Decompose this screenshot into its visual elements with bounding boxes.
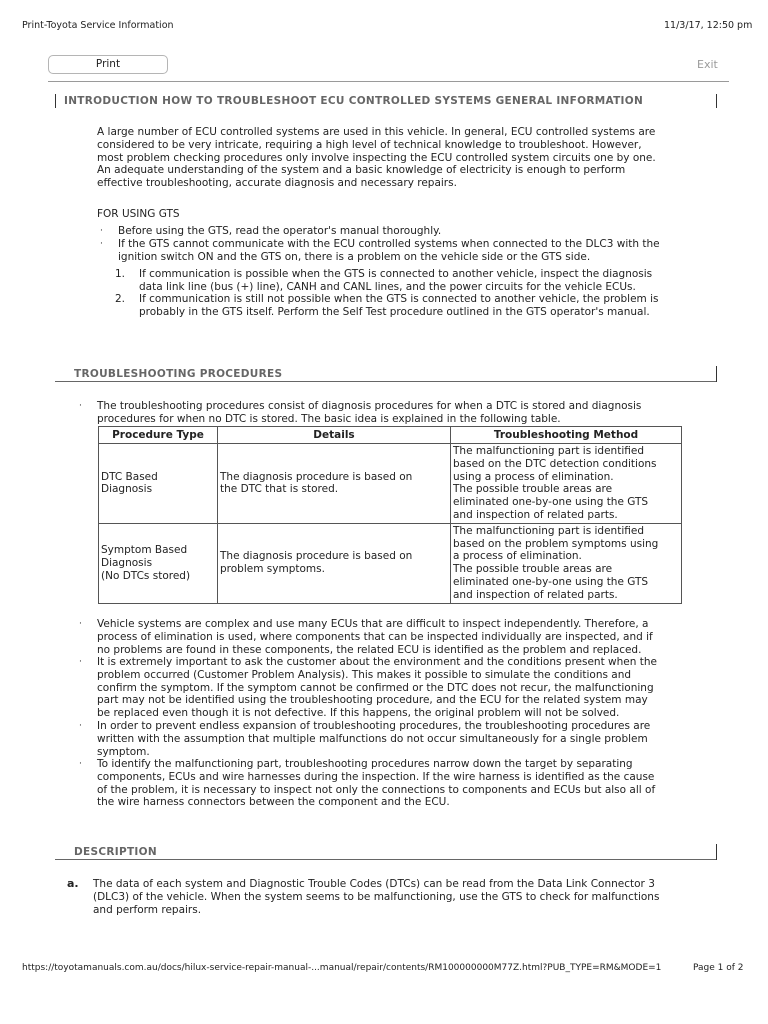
- bullet-text: of the problem, it is necessary to inspect not only the connections to components and ECUs but also all of: [97, 783, 656, 796]
- section-underline: [55, 381, 717, 382]
- cell-line: The malfunctioning part is identified: [453, 445, 644, 457]
- troubleshooting-bullet-2: [79, 656, 717, 720]
- cell-line: The malfunctioning part is identified: [453, 524, 644, 537]
- bullet-text: part may not be identified using the troubleshooting procedure, and the ECU for the related system may: [97, 694, 648, 707]
- bullet-dot: ·: [79, 657, 82, 667]
- cell-line: eliminated one-by-one using the GTS: [453, 575, 649, 588]
- troubleshooting-intro: [79, 400, 717, 426]
- troubleshooting-bullet-1: [79, 618, 717, 656]
- bullet-dot: ·: [79, 721, 82, 731]
- section-right-bar: [716, 844, 717, 860]
- cell-line: based on the problem symptoms using: [453, 537, 659, 550]
- cell-line: (No DTCs stored): [101, 569, 191, 582]
- description-item-label: a.: [67, 877, 79, 890]
- gts-bullet-2: [100, 238, 718, 264]
- item-text: data link line (bus (+) line), CANH and CANL lines, and the power circuits for the vehicle ECUs.: [139, 280, 636, 293]
- header-troubleshooting-method: Troubleshooting Method: [451, 427, 682, 444]
- bullet-text: no problems are found in these components, the related ECU is identified as the problem and replaced.: [97, 643, 642, 656]
- browser-page-title: Print-Toyota Service Information: [22, 20, 174, 31]
- cell-details: [218, 444, 451, 524]
- exit-button[interactable]: Exit: [697, 58, 718, 71]
- bullet-text: process of elimination is used, where components that can be inspected individually are inspected, and if: [97, 630, 653, 643]
- table-row: [99, 523, 682, 603]
- print-button[interactable]: Print: [48, 55, 168, 74]
- cell-procedure-type: [99, 444, 218, 524]
- cell-line: a process of elimination.: [453, 550, 582, 563]
- procedure-table: [98, 426, 682, 604]
- cell-line: DTC Based: [101, 470, 158, 483]
- bullet-text: symptom.: [97, 745, 150, 758]
- browser-page-number: Page 1 of 2: [693, 963, 744, 973]
- bullet-text: The troubleshooting procedures consist of diagnosis procedures for when a DTC is stored and diagnosis: [97, 400, 642, 412]
- intro-line: considered to be very intricate, requiring a high level of technical knowledge to troubleshoot. However,: [97, 138, 642, 151]
- cell-line: and inspection of related parts.: [453, 588, 618, 601]
- item-number: 1.: [115, 268, 126, 280]
- description-line: The data of each system and Diagnostic Trouble Codes (DTCs) can be read from the Data Link Connector 3: [93, 878, 655, 890]
- bullet-dot: ·: [79, 619, 82, 629]
- breadcrumb-left-bar: [55, 94, 56, 108]
- cell-method: [451, 444, 682, 524]
- bullet-text: components, ECUs and wire harnesses during the inspection. If the wire harness is identified as the cause: [97, 770, 655, 783]
- bullet-text: It is extremely important to ask the customer about the environment and the conditions present when the: [97, 656, 657, 668]
- toolbar-divider: [48, 81, 729, 82]
- bullet-text: In order to prevent endless expansion of troubleshooting procedures, the troubleshooting procedures are: [97, 720, 651, 732]
- bullet-text: problem occurred (Customer Problem Analysis). This makes it possible to simulate the conditions and: [97, 668, 632, 681]
- browser-url: https://toyotamanuals.com.au/docs/hilux-service-repair-manual-...manual/repair/contents/RM100000000M77Z.html?PUB_TYPE=RM&MODE=1: [22, 963, 662, 973]
- intro-line: A large number of ECU controlled systems are used in this vehicle. In general, ECU controlled systems are: [97, 126, 656, 138]
- description-line: (DLC3) of the vehicle. When the system seems to be malfunctioning, use the GTS to check for malfunctions: [93, 890, 660, 903]
- cell-line: The diagnosis procedure is based on: [220, 550, 413, 563]
- item-text: probably in the GTS itself. Perform the Self Test procedure outlined in the GTS operator's manual.: [139, 305, 650, 318]
- bullet-text: confirm the symptom. If the symptom cannot be confirmed or the DTC does not recur, the malfunctioning: [97, 681, 654, 694]
- cell-line: Diagnosis: [101, 483, 153, 496]
- item-number: 2.: [115, 293, 126, 305]
- cell-line: based on the DTC detection conditions: [453, 457, 657, 470]
- gts-bullet-1: [100, 225, 718, 238]
- section-underline: [55, 859, 717, 860]
- intro-line: An adequate understanding of the system and a basic knowledge of electricity is enough to perform: [97, 164, 626, 177]
- bullet-text: To identify the malfunctioning part, troubleshooting procedures narrow down the target by separating: [97, 758, 633, 770]
- table-row: [99, 444, 682, 524]
- bullet-text: Before using the GTS, read the operator's manual thoroughly.: [118, 225, 442, 237]
- cell-procedure-type: [99, 523, 218, 603]
- bullet-text: If the GTS cannot communicate with the ECU controlled systems when connected to the DLC3 with the: [118, 238, 660, 250]
- section-right-bar: [716, 366, 717, 382]
- header-procedure-type: Procedure Type: [99, 427, 218, 444]
- header-details: Details: [218, 427, 451, 444]
- bullet-dot: ·: [79, 401, 82, 411]
- cell-line: Diagnosis: [101, 556, 153, 569]
- cell-line: The possible trouble areas are: [453, 563, 613, 576]
- description-item-text: [93, 878, 718, 916]
- troubleshooting-bullet-3: [79, 720, 717, 758]
- intro-paragraph: [97, 126, 717, 190]
- cell-line: the DTC that is stored.: [220, 483, 339, 496]
- bullet-text: ignition switch ON and the GTS on, there is a problem on the vehicle side or the GTS side.: [118, 250, 591, 263]
- section-title-troubleshooting: TROUBLESHOOTING PROCEDURES: [74, 368, 283, 380]
- browser-datetime: 11/3/17, 12:50 pm: [664, 20, 753, 31]
- bullet-text: the wire harness connectors between the component and the ECU.: [97, 796, 450, 809]
- gts-numbered-item-1: [115, 268, 719, 294]
- cell-line: The diagnosis procedure is based on: [220, 470, 413, 483]
- bullet-dot: ·: [100, 226, 103, 236]
- bullet-text: Vehicle systems are complex and use many ECUs that are difficult to inspect independently. Therefore, a: [97, 618, 649, 630]
- gts-numbered-item-2: [115, 293, 719, 319]
- gts-heading: FOR USING GTS: [97, 208, 180, 220]
- description-line: and perform repairs.: [93, 903, 202, 916]
- item-text: If communication is still not possible when the GTS is connected to another vehicle, the problem is: [139, 293, 659, 305]
- bullet-dot: ·: [100, 239, 103, 249]
- cell-method: [451, 523, 682, 603]
- cell-line: problem symptoms.: [220, 563, 325, 576]
- breadcrumb-right-bar: [716, 94, 717, 108]
- troubleshooting-bullet-4: [79, 758, 717, 809]
- bullet-text: procedures for when no DTC is stored. The basic idea is explained in the following table.: [97, 412, 561, 425]
- bullet-dot: ·: [79, 759, 82, 769]
- cell-line: Symptom Based: [101, 543, 188, 556]
- cell-line: The possible trouble areas are: [453, 483, 613, 496]
- cell-line: eliminated one-by-one using the GTS: [453, 496, 649, 509]
- breadcrumb: INTRODUCTION HOW TO TROUBLESHOOT ECU CONTROLLED SYSTEMS GENERAL INFORMATION: [64, 95, 644, 107]
- cell-details: [218, 523, 451, 603]
- bullet-text: be replaced even though it is not defective. If this happens, the original problem will not be solved.: [97, 707, 620, 720]
- bullet-text: written with the assumption that multiple malfunctions do not occur simultaneously for a single problem: [97, 732, 648, 745]
- cell-line: using a process of elimination.: [453, 470, 614, 483]
- section-title-description: DESCRIPTION: [74, 846, 157, 858]
- intro-line: most problem checking procedures only involve inspecting the ECU controlled system circuits one by one.: [97, 151, 656, 164]
- table-header-row: [99, 427, 682, 444]
- item-text: If communication is possible when the GTS is connected to another vehicle, inspect the diagnosis: [139, 268, 653, 280]
- cell-line: and inspection of related parts.: [453, 508, 618, 521]
- intro-line: effective troubleshooting, accurate diagnosis and necessary repairs.: [97, 177, 457, 190]
